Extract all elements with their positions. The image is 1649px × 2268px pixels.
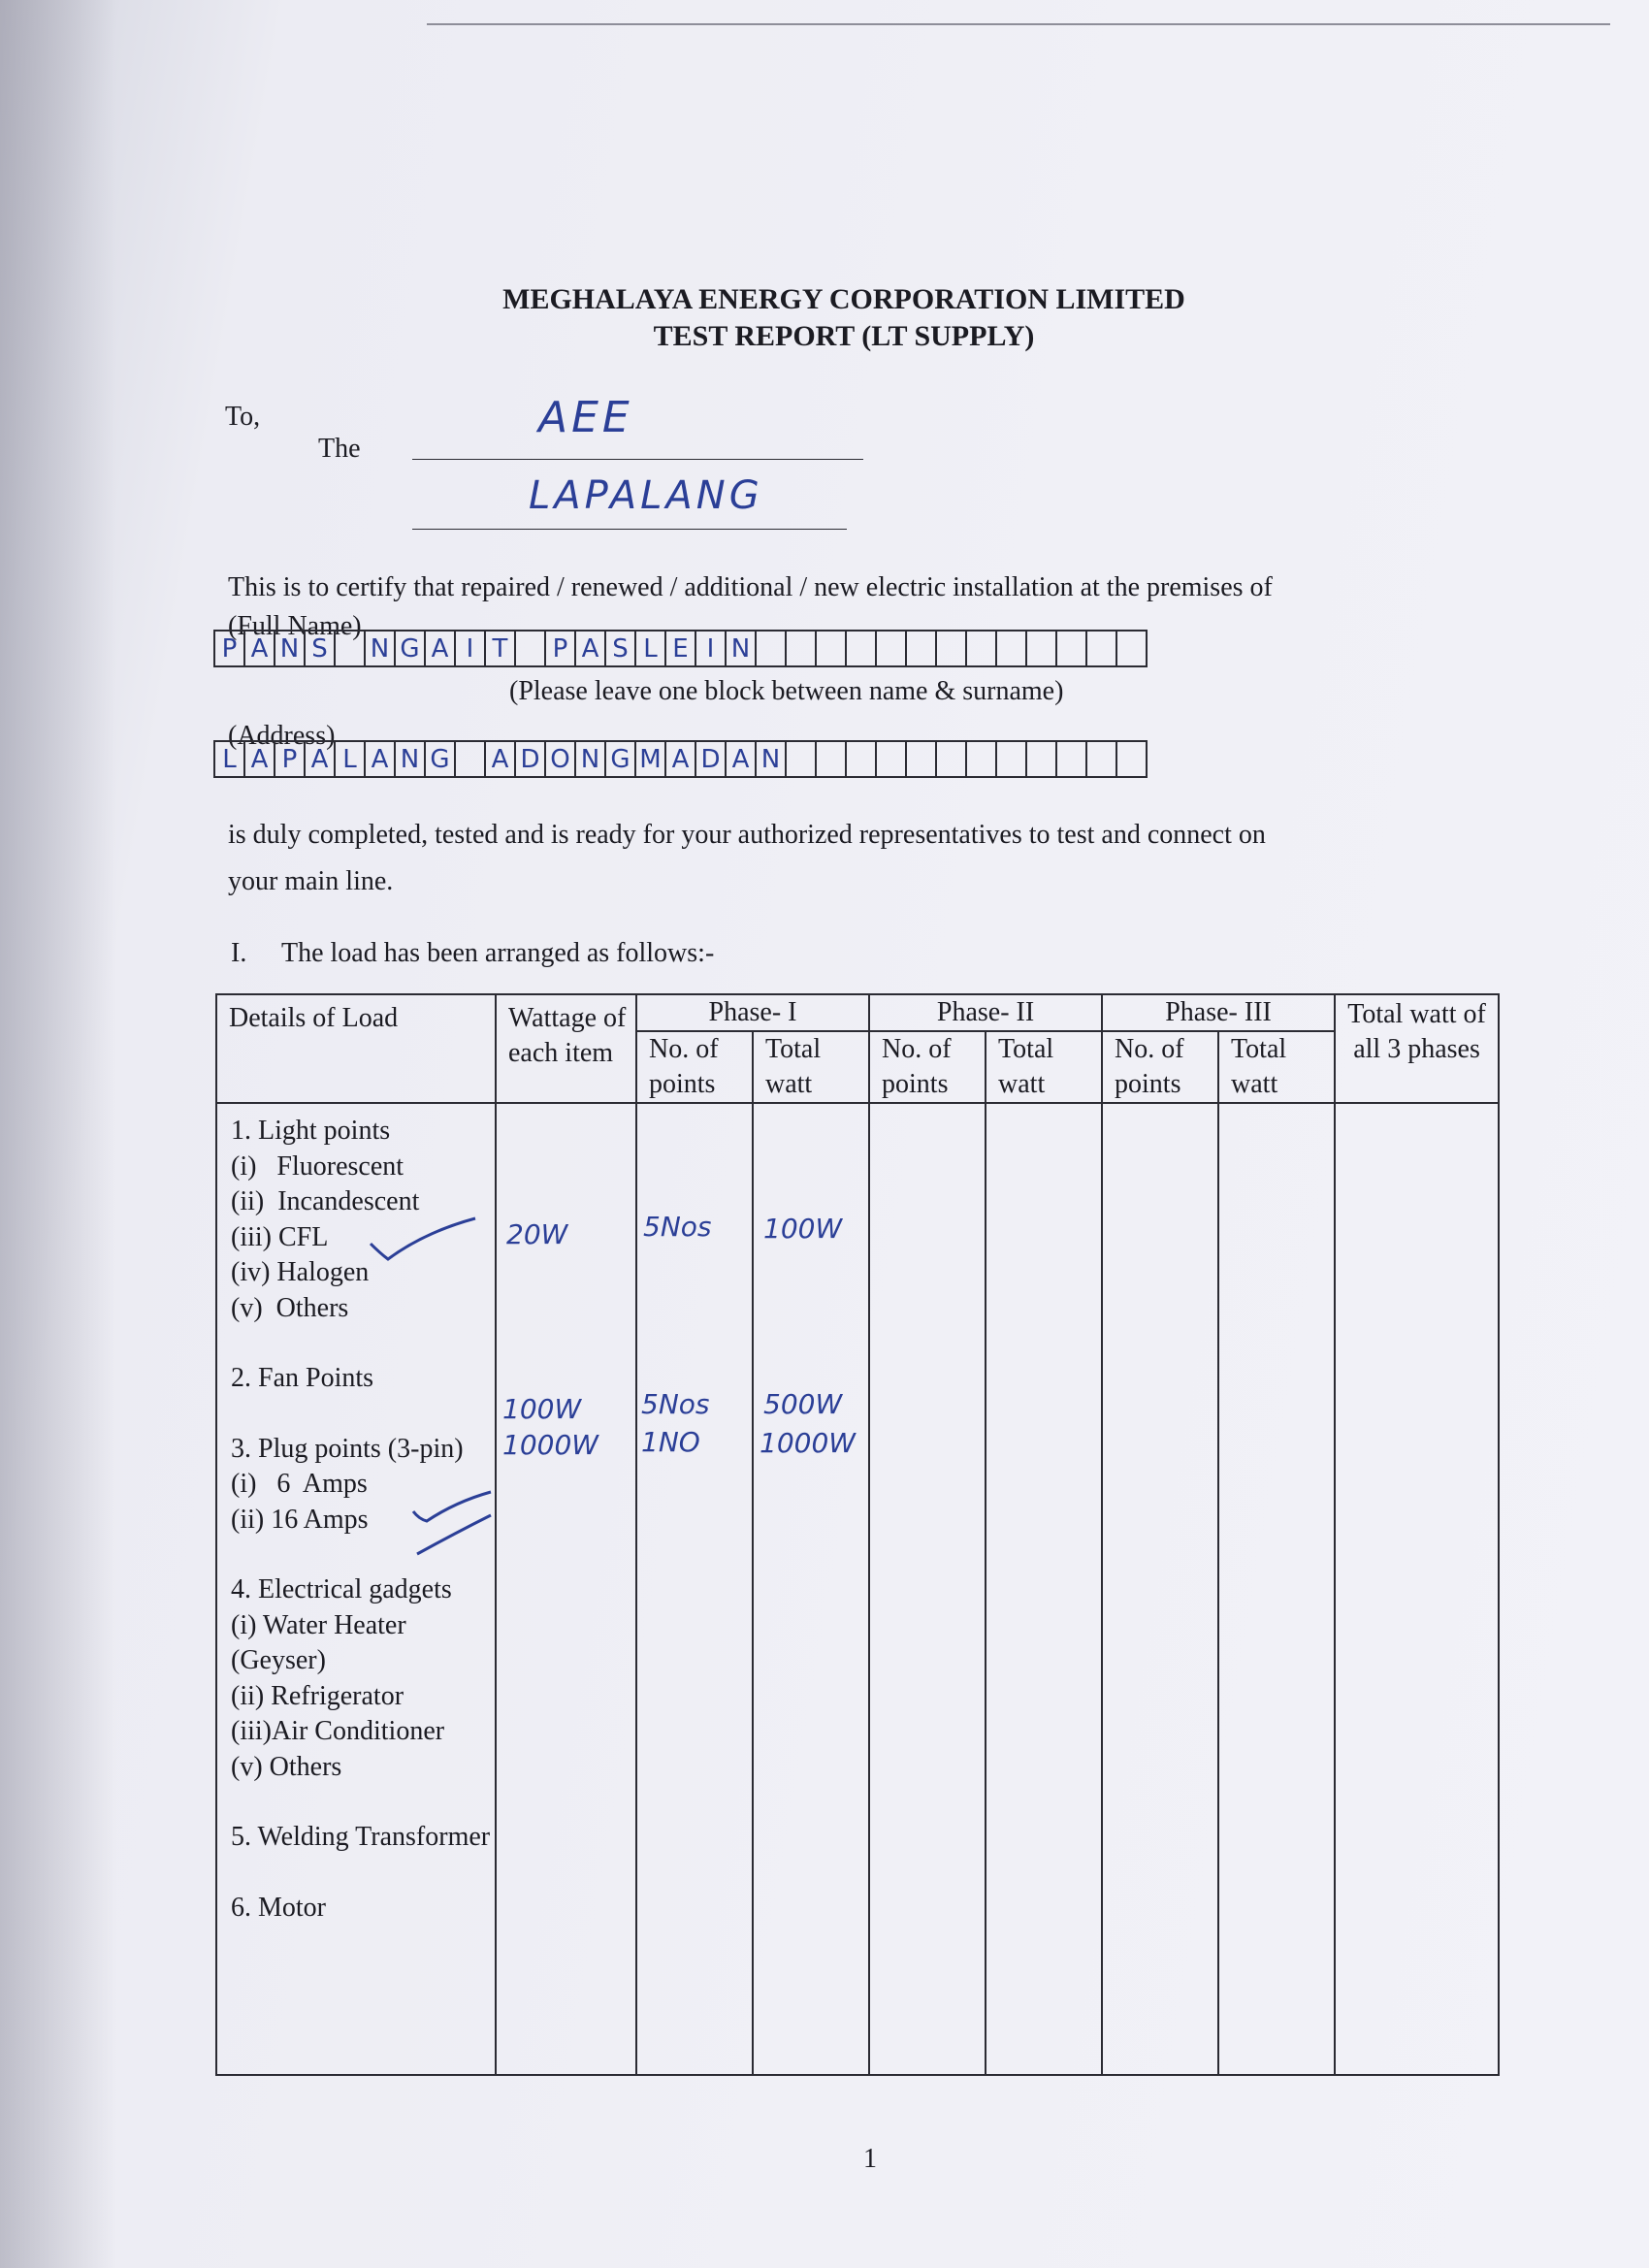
phase1-header: Phase- I (636, 994, 869, 1031)
letter-box (847, 742, 877, 776)
letter-box: P (275, 742, 306, 776)
fan-points: 2. Fan Points (231, 1363, 374, 1393)
wattage-header: Wattage of each item (496, 994, 636, 1103)
letter-box: A (306, 742, 336, 776)
light-points: 1. Light points (231, 1116, 391, 1146)
amp6-total: 500W (763, 1388, 843, 1420)
welding-transformer: 5. Welding Transformer (231, 1822, 491, 1852)
letter-box: A (245, 742, 275, 776)
air-conditioner: (iii)Air Conditioner (231, 1716, 445, 1746)
letter-box (997, 632, 1027, 665)
wattage-cell (496, 1103, 636, 2075)
letter-box: D (696, 742, 727, 776)
phase3-watt-header: Total watt (1218, 1031, 1335, 1103)
letter-box: A (426, 632, 456, 665)
letter-box: N (757, 742, 787, 776)
letter-box (787, 632, 817, 665)
gadget-others: (v) Others (231, 1751, 342, 1782)
phase2-watt-header: Total watt (986, 1031, 1102, 1103)
letter-box: I (696, 632, 727, 665)
letter-box: G (396, 632, 426, 665)
fluorescent: (i) Fluorescent (231, 1150, 404, 1182)
letter-box (1057, 742, 1087, 776)
letter-box: A (666, 742, 696, 776)
letter-box (1087, 742, 1117, 776)
letter-box (877, 742, 907, 776)
letter-box: N (396, 742, 426, 776)
letter-box: M (636, 742, 666, 776)
letter-box (967, 632, 997, 665)
letter-box: N (576, 742, 606, 776)
letter-box: A (486, 742, 516, 776)
address-box-row (213, 740, 1148, 778)
letter-box: S (306, 632, 336, 665)
motor: 6. Motor (231, 1892, 326, 1923)
completed-text-2: your main line. (228, 866, 394, 896)
cfl-points: 5Nos (643, 1211, 712, 1243)
letter-box (847, 632, 877, 665)
letter-box: P (546, 632, 576, 665)
letter-box: G (426, 742, 456, 776)
section-number: I. (231, 938, 247, 968)
phase3-header: Phase- III (1102, 994, 1335, 1031)
letter-box: S (606, 632, 636, 665)
phase2-points-header: No. of points (869, 1031, 986, 1103)
letter-box (997, 742, 1027, 776)
letter-box (967, 742, 997, 776)
letter-box (757, 632, 787, 665)
amp6-wattage: 100W (502, 1393, 582, 1425)
letter-box (817, 742, 847, 776)
amp16-total: 1000W (760, 1427, 856, 1459)
letter-box: N (727, 632, 757, 665)
phase3-points-header: No. of points (1102, 1031, 1218, 1103)
cfl-wattage: 20W (506, 1218, 568, 1250)
letter-box (1027, 632, 1057, 665)
certify-text: This is to certify that repaired / renewed / additional / new electric installation at the premises of (228, 572, 1273, 602)
letter-box (456, 742, 486, 776)
letter-box: O (546, 742, 576, 776)
company-name: MEGHALAYA ENERGY CORPORATION LIMITED (502, 283, 1185, 315)
letter-box: I (456, 632, 486, 665)
page-edge (427, 23, 1610, 25)
cfl: (iii) CFL (231, 1221, 329, 1252)
the-label: The (318, 434, 361, 464)
letter-box: P (215, 632, 245, 665)
to-label: To, (225, 402, 261, 432)
addressee-underline-1 (412, 459, 863, 460)
others-light: (v) Others (231, 1292, 349, 1323)
plug-16-amps: (ii) 16 Amps (231, 1504, 369, 1535)
cfl-total: 100W (763, 1213, 843, 1245)
letter-box: D (516, 742, 546, 776)
addressee-line1: AEE (538, 393, 633, 442)
total-watt-cell (1335, 1103, 1499, 2075)
completed-text-1: is duly completed, tested and is ready for your authorized representatives to test and connect on (228, 820, 1266, 850)
letter-box: E (666, 632, 696, 665)
letter-box (907, 632, 937, 665)
letter-box (907, 742, 937, 776)
amp16-wattage: 1000W (502, 1429, 598, 1461)
letter-box (937, 742, 967, 776)
letter-box (817, 632, 847, 665)
letter-box: G (606, 742, 636, 776)
phase2-header: Phase- II (869, 994, 1102, 1031)
letter-box (937, 632, 967, 665)
letter-box: A (366, 742, 396, 776)
phase1-points-header: No. of points (636, 1031, 753, 1103)
phase2-points-cell (869, 1103, 986, 2075)
letter-box: L (215, 742, 245, 776)
amp6-points: 5Nos (641, 1388, 710, 1420)
letter-box (336, 632, 366, 665)
letter-box (1027, 742, 1057, 776)
phase2-watt-cell (986, 1103, 1102, 2075)
incandescent: (ii) Incandescent (231, 1186, 420, 1216)
phase3-points-cell (1102, 1103, 1218, 2075)
electrical-gadgets: 4. Electrical gadgets (231, 1574, 452, 1604)
letter-box: A (727, 742, 757, 776)
refrigerator: (ii) Refrigerator (231, 1680, 404, 1711)
section-text: The load has been arranged as follows:- (281, 938, 715, 968)
plug-6-amps: (i) 6 Amps (231, 1469, 368, 1499)
full-name-label: (Full Name) (228, 611, 362, 641)
phase1-watt-cell (753, 1103, 869, 2075)
phase3-watt-cell (1218, 1103, 1335, 2075)
name-box-row (213, 630, 1148, 667)
letter-box: L (336, 742, 366, 776)
letter-box: N (275, 632, 306, 665)
letter-box (1117, 742, 1148, 776)
phase1-points-cell (636, 1103, 753, 2075)
water-heater: (i) Water Heater (Geyser) (231, 1609, 406, 1675)
name-instruction: (Please leave one block between name & surname) (509, 676, 1064, 706)
report-title: TEST REPORT (LT SUPPLY) (653, 320, 1035, 352)
letter-box (877, 632, 907, 665)
amp16-points: 1NO (641, 1426, 700, 1458)
phase1-watt-header: Total watt (753, 1031, 869, 1103)
addressee-line2: LAPALANG (529, 473, 763, 518)
details-header: Details of Load (216, 994, 496, 1103)
plug-points: 3. Plug points (3-pin) (231, 1433, 464, 1464)
address-label: (Address) (228, 721, 336, 751)
halogen: (iv) Halogen (231, 1257, 370, 1287)
letter-box (1117, 632, 1148, 665)
letter-box (516, 632, 546, 665)
letter-box (1057, 632, 1087, 665)
checkmark-icon (407, 1486, 504, 1564)
page-number: 1 (863, 2144, 877, 2174)
letter-box: N (366, 632, 396, 665)
letter-box (1087, 632, 1117, 665)
total-watt-header: Total watt of all 3 phases (1335, 994, 1499, 1103)
letter-box (787, 742, 817, 776)
letter-box: A (576, 632, 606, 665)
letter-box: A (245, 632, 275, 665)
letter-box: T (486, 632, 516, 665)
addressee-underline-2 (412, 529, 847, 530)
letter-box: L (636, 632, 666, 665)
checkmark-icon (367, 1215, 483, 1273)
